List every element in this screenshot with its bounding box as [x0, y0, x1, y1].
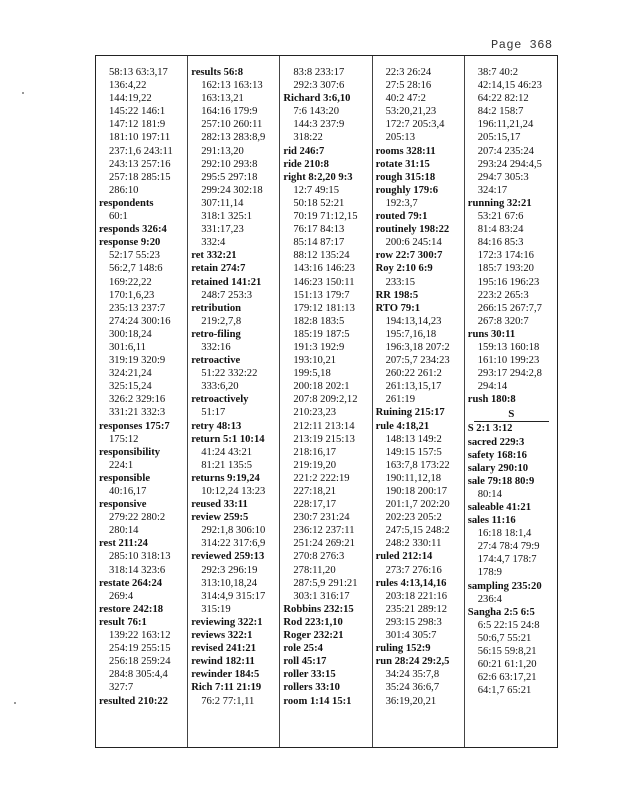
index-citation-line: 6:5 22:15 24:8	[477, 619, 540, 631]
index-citation-line: 219:19,20	[293, 459, 337, 471]
page-number-label: Page 368	[491, 38, 553, 52]
index-headword-line: Robbins 232:15	[283, 603, 354, 615]
index-citation-line: 248:7 253:3	[201, 289, 253, 301]
index-headword-line: Rod 223:1,10	[283, 616, 343, 628]
index-citation-line: 293:24 294:4,5	[477, 158, 542, 170]
index-headword-line: results 56:8	[191, 67, 244, 78]
index-headword-line: responsibility	[99, 446, 161, 458]
index-headword-line: result 76:1	[99, 616, 147, 628]
index-headword-line: reviewed 259:13	[191, 551, 265, 563]
index-citation-line: 172:7 205:3,4	[385, 119, 445, 131]
index-citation-line: 41:24 43:21	[201, 446, 253, 458]
index-citation-line: 331:17,23	[201, 224, 244, 236]
index-headword-line: sales 11:16	[467, 515, 516, 527]
index-headword-line: safety 168:16	[467, 449, 527, 461]
index-citation-line: 27:5 28:16	[385, 80, 432, 92]
index-citation-line: 51:17	[201, 407, 226, 419]
index-citation-line: 172:3 174:16	[477, 250, 534, 262]
index-citation-line: 303:1 316:17	[293, 590, 350, 602]
index-citation-line: 163:13,21	[201, 93, 244, 105]
index-citation-line: 261:19	[385, 394, 415, 406]
index-headword-line: room 1:14 15:1	[283, 695, 352, 707]
index-citation-line: 235:13 237:7	[109, 302, 166, 314]
section-letter: S	[474, 408, 549, 422]
index-headword-line: routed 79:1	[375, 211, 428, 223]
index-citation-line: 331:21 332:3	[109, 407, 166, 419]
index-citation-line: 147:12 181:9	[109, 119, 166, 131]
index-headword-line: right 8:2,20 9:3	[283, 171, 353, 183]
index-citation-line: 60:1	[109, 211, 128, 223]
index-citation-line: 58:13 63:3,17	[109, 67, 168, 78]
index-citation-line: 267:8 320:7	[477, 315, 529, 327]
index-headword-line: Ruining 215:17	[375, 407, 445, 419]
index-citation-line: 227:18,21	[293, 486, 337, 497]
index-headword-line: Sangha 2:5 6:5	[467, 606, 535, 618]
index-headword-line: rotate 31:15	[375, 158, 430, 170]
index-headword-line: rule 4:18,21	[375, 420, 430, 432]
index-citation-line: 313:10,18,24	[201, 577, 258, 589]
index-citation-line: 51:22 332:22	[201, 368, 258, 380]
index-citation-line: 314:4,9 315:17	[201, 590, 266, 602]
index-citation-line: 236:4	[477, 593, 502, 605]
index-citation-line: 248:2 330:11	[385, 538, 442, 550]
index-headword-line: RTO 79:1	[375, 302, 421, 314]
index-citation-line: 205:15,17	[477, 132, 521, 144]
index-citation-line: 181:10 197:11	[109, 132, 171, 144]
index-citation-line: 193:10,21	[293, 355, 337, 367]
index-headword-line: responsible	[99, 472, 151, 484]
index-citation-line: 256:18 259:24	[109, 656, 171, 668]
index-citation-line: 52:17 55:23	[109, 250, 160, 262]
index-citation-line: 213:19 215:13	[293, 433, 355, 445]
index-citation-line: 324:21,24	[109, 368, 152, 380]
index-citation-line: 139:22 163:12	[109, 630, 171, 642]
index-headword-line: review 259:5	[191, 512, 249, 524]
index-citation-line: 235:21 289:12	[385, 603, 448, 615]
index-headword-line: ret 332:21	[191, 250, 237, 262]
index-citation-line: 218:16,17	[293, 446, 337, 458]
index-citation-line: 307:11,14	[201, 197, 244, 209]
index-headword-line: running 32:21	[467, 197, 532, 209]
index-headword-line: retry 48:13	[191, 420, 242, 432]
index-citation-line: 53:20,21,23	[385, 106, 437, 118]
index-citation-line: 200:18 202:1	[293, 381, 350, 393]
index-citation-line: 144:19,22	[109, 93, 152, 105]
index-citation-line: 36:19,20,21	[385, 695, 437, 707]
index-citation-line: 42:14,15 46:23	[477, 80, 542, 92]
index-citation-line: 237:1,6 243:11	[109, 145, 173, 157]
index-headword-line: ruling 152:9	[375, 643, 431, 655]
index-citation-line: 169:22,22	[109, 276, 152, 288]
index-citation-line: 285:10 318:13	[109, 551, 171, 563]
index-headword-line: salary 290:10	[467, 462, 529, 474]
index-headword-line: revised 241:21	[191, 643, 257, 655]
index-citation-line: 148:13 149:2	[385, 433, 442, 445]
index-citation-line: 282:13 283:8,9	[201, 132, 266, 144]
index-citation-line: 292:10 293:8	[201, 158, 258, 170]
index-citation-line: 27:4 78:4 79:9	[477, 541, 540, 553]
index-citation-line: 260:22 261:2	[385, 368, 442, 380]
index-citation-line: 62:6 63:17,21	[477, 672, 537, 684]
index-citation-line: 318:22	[293, 132, 323, 144]
index-citation-line: 318:1 325:1	[201, 211, 253, 223]
index-headword-line: retain 274:7	[191, 263, 246, 275]
index-citation-line: 280:14	[109, 525, 139, 537]
index-citation-line: 325:15,24	[109, 381, 152, 393]
index-citation-line: 236:12 237:11	[293, 525, 355, 537]
index-citation-line: 76:2 77:1,11	[201, 695, 255, 707]
index-headword-line: Roger 232:21	[283, 630, 344, 642]
index-headword-line: returns 9:19,24	[191, 472, 260, 484]
index-citation-line: 143:16 146:23	[293, 263, 355, 275]
index-citation-line: 257:10 260:11	[201, 119, 263, 131]
index-citation-line: 284:8 305:4,4	[109, 669, 168, 681]
index-column-5	[465, 56, 557, 747]
index-headword-line: runs 30:11	[467, 328, 516, 340]
section-divider	[468, 408, 557, 422]
index-citation-line: 178:9	[477, 567, 502, 579]
index-headword-line: rollers 33:10	[283, 682, 340, 694]
index-headword-line: roughly 179:6	[375, 184, 439, 196]
index-headword-line: sale 79:18 80:9	[467, 475, 535, 487]
index-citation-line: 196:11,21,24	[477, 119, 534, 131]
index-headword-line: saleable 41:21	[467, 502, 532, 513]
index-headword-line: roller 33:15	[283, 669, 336, 681]
index-citation-line: 247:5,15 248:2	[385, 525, 450, 537]
index-headword-line: responsive	[99, 499, 147, 511]
scan-speck	[14, 702, 16, 704]
index-headword-line: rewinder 184:5	[191, 669, 260, 681]
index-column-1	[96, 56, 188, 747]
index-citation-line: 299:24 302:18	[201, 184, 263, 196]
index-citation-line: 196:3,18 207:2	[385, 341, 450, 353]
index-headword-line: sacred 229:3	[467, 436, 525, 448]
index-column-3	[280, 56, 372, 747]
index-citation-line: 293:17 294:2,8	[477, 368, 542, 380]
index-headword-line: rush 180:8	[467, 394, 516, 406]
index-citation-line: 224:1	[109, 459, 134, 471]
index-headword-line: rooms 328:11	[375, 145, 436, 157]
index-citation-line: 151:13 179:7	[293, 289, 350, 301]
index-citation-line: 332:16	[201, 341, 231, 353]
index-citation-line: 291:13,20	[201, 145, 244, 157]
index-citation-line: 185:7 193:20	[477, 263, 534, 275]
index-headword-line: restore 242:18	[99, 603, 164, 615]
index-citation-line: 195:7,16,18	[385, 328, 437, 340]
index-citation-line: 149:15 157:5	[385, 446, 442, 458]
index-citation-line: 301:6,11	[109, 341, 146, 353]
index-citation-line: 16:18 18:1,4	[477, 528, 532, 540]
index-citation-line: 40:2 47:2	[385, 93, 426, 105]
index-citation-line: 207:5,7 234:23	[385, 355, 450, 367]
index-citation-line: 294:14	[477, 381, 508, 393]
index-citation-line: 85:14 87:17	[293, 237, 345, 249]
index-headword-line: restate 264:24	[99, 577, 163, 589]
index-citation-line: 84:2 158:7	[477, 106, 524, 118]
index-citation-line: 84:16 85:3	[477, 237, 524, 249]
index-citation-line: 257:18 285:15	[109, 171, 171, 183]
index-citation-line: 81:21 135:5	[201, 459, 253, 471]
index-headword-line: retained 141:21	[191, 276, 262, 288]
index-citation-line: 315:19	[201, 603, 231, 615]
index-headword-line: reviewing 322:1	[191, 616, 263, 628]
index-citation-line: 161:10 199:23	[477, 355, 540, 367]
index-headword-line: ruled 212:14	[375, 551, 433, 563]
index-headword-line: retribution	[191, 302, 242, 314]
index-citation-line: 203:18 221:16	[385, 590, 448, 602]
index-citation-line: 292:3 307:6	[293, 80, 345, 92]
index-citation-line: 175:12	[109, 433, 139, 445]
index-citation-line: 278:11,20	[293, 564, 336, 576]
index-citation-line: 324:17	[477, 184, 508, 196]
index-headword-line: rid 246:7	[283, 145, 325, 157]
index-citation-line: 38:7 40:2	[477, 67, 519, 78]
index-citation-line: 207:4 235:24	[477, 145, 534, 157]
index-headword-line: rest 211:24	[99, 538, 148, 550]
index-column-4	[373, 56, 465, 747]
index-citation-line: 266:15 267:7,7	[477, 302, 542, 314]
index-citation-line: 293:15 298:3	[385, 616, 442, 628]
index-headword-line: routinely 198:22	[375, 224, 450, 236]
index-citation-line: 163:7,8 173:22	[385, 459, 450, 471]
index-headword-line: role 25:4	[283, 643, 323, 655]
index-headword-line: reviews 322:1	[191, 630, 253, 642]
index-citation-line: 60:21 61:1,20	[477, 659, 537, 671]
index-citation-line: 221:2 222:19	[293, 472, 350, 484]
index-headword-line: reused 33:11	[191, 499, 248, 511]
index-headword-line: run 28:24 29:2,5	[375, 656, 450, 668]
index-column-2	[188, 56, 280, 747]
index-citation-line: 223:2 265:3	[477, 289, 529, 301]
index-citation-line: 194:13,14,23	[385, 315, 442, 327]
index-headword-line: Rich 7:11 21:19	[191, 682, 262, 694]
index-headword-line: ride 210:8	[283, 158, 329, 170]
index-citation-line: 230:7 231:24	[293, 512, 350, 524]
index-citation-line: 254:19 255:15	[109, 643, 171, 655]
index-headword-line: rough 315:18	[375, 171, 436, 183]
index-headword-line: return 5:1 10:14	[191, 433, 265, 445]
index-citation-line: 83:8 233:17	[293, 67, 345, 78]
index-citation-line: 34:24 35:7,8	[385, 669, 440, 681]
index-citation-line: 332:4	[201, 237, 226, 249]
index-citation-line: 261:13,15,17	[385, 381, 442, 393]
index-citation-line: 301:4 305:7	[385, 630, 437, 642]
index-citation-line: 233:15	[385, 276, 415, 288]
index-citation-line: 199:5,18	[293, 368, 331, 380]
index-citation-line: 200:6 245:14	[385, 237, 442, 249]
index-citation-line: 314:22 317:6,9	[201, 538, 266, 550]
index-citation-line: 273:7 276:16	[385, 564, 442, 576]
index-citation-line: 207:8 209:2,12	[293, 394, 358, 406]
index-citation-line: 327:7	[109, 682, 134, 694]
index-citation-line: 7:6 143:20	[293, 106, 339, 118]
index-citation-line: 53:21 67:6	[477, 211, 524, 223]
index-citation-line: 326:2 329:16	[109, 394, 166, 406]
index-citation-line: 286:10	[109, 184, 139, 196]
index-citation-line: 190:11,12,18	[385, 472, 442, 484]
index-citation-line: 88:12 135:24	[293, 250, 350, 262]
index-citation-line: 318:14 323:6	[109, 564, 166, 576]
index-headword-line: retroactive	[191, 355, 241, 367]
index-citation-line: 190:18 200:17	[385, 486, 448, 497]
index-citation-line: 192:3,7	[385, 197, 418, 209]
index-headword-line: rules 4:13,14,16	[375, 577, 447, 589]
index-citation-line: 50:18 52:21	[293, 197, 345, 209]
index-headword-line: RR 198:5	[375, 289, 419, 301]
index-citation-line: 300:18,24	[109, 328, 152, 340]
index-citation-line: 191:3 192:9	[293, 341, 345, 353]
index-headword-line: roll 45:17	[283, 656, 327, 668]
index-citation-line: 295:5 297:18	[201, 171, 258, 183]
index-headword-line: responds 326:4	[99, 224, 167, 236]
index-citation-line: 195:16 196:23	[477, 276, 540, 288]
index-headword-line: respondents	[99, 197, 154, 209]
index-headword-line: retroactively	[191, 394, 249, 406]
index-citation-line: 170:1,6,23	[109, 289, 155, 301]
index-citation-line: 333:6,20	[201, 381, 239, 393]
index-citation-line: 64:1,7 65:21	[477, 685, 532, 697]
index-citation-line: 205:13	[385, 132, 415, 144]
index-citation-line: 50:6,7 55:21	[477, 632, 532, 644]
index-citation-line: 243:13 257:16	[109, 158, 171, 170]
index-citation-line: 70:19 71:12,15	[293, 211, 358, 223]
index-citation-line: 202:23 205:2	[385, 512, 442, 524]
index-headword-line: retro-filing	[191, 328, 241, 340]
index-citation-line: 56:15 59:8,21	[477, 646, 537, 658]
index-citation-line: 40:16,17	[109, 486, 147, 497]
index-citation-line: 174:4,7 178:7	[477, 554, 537, 566]
index-headword-line: Richard 3:6,10	[283, 93, 351, 105]
index-citation-line: 56:2,7 148:6	[109, 263, 163, 275]
index-citation-line: 145:22 146:1	[109, 106, 166, 118]
index-citation-line: 159:13 160:18	[477, 341, 540, 353]
index-citation-line: 274:24 300:16	[109, 315, 171, 327]
index-headword-line: response 9:20	[99, 237, 161, 249]
index-citation-line: 80:14	[477, 488, 502, 500]
index-citation-line: 164:16 179:9	[201, 106, 258, 118]
index-headword-line: row 22:7 300:7	[375, 250, 443, 262]
index-headword-line: Roy 2:10 6:9	[375, 263, 433, 275]
index-citation-line: 201:1,7 202:20	[385, 499, 450, 511]
index-table	[95, 55, 558, 748]
index-citation-line: 228:17,17	[293, 499, 337, 511]
index-citation-line: 212:11 213:14	[293, 420, 355, 432]
scan-speck	[22, 92, 24, 94]
index-citation-line: 185:19 187:5	[293, 328, 350, 340]
index-citation-line: 136:4,22	[109, 80, 147, 92]
index-citation-line: 292:1,8 306:10	[201, 525, 266, 537]
index-citation-line: 182:8 183:5	[293, 315, 345, 327]
index-citation-line: 287:5,9 291:21	[293, 577, 358, 589]
index-citation-line: 279:22 280:2	[109, 512, 166, 524]
index-headword-line: sampling 235:20	[467, 580, 542, 592]
index-citation-line: 146:23 150:11	[293, 276, 355, 288]
index-citation-line: 144:3 237:9	[293, 119, 345, 131]
index-citation-line: 319:19 320:9	[109, 355, 166, 367]
index-citation-line: 81:4 83:24	[477, 224, 524, 236]
index-citation-line: 162:13 163:13	[201, 80, 263, 92]
index-headword-line: rewind 182:11	[191, 656, 255, 668]
index-citation-line: 294:7 305:3	[477, 171, 529, 183]
index-citation-line: 22:3 26:24	[385, 67, 432, 78]
index-citation-line: 251:24 269:21	[293, 538, 355, 550]
index-citation-line: 270:8 276:3	[293, 551, 345, 563]
index-citation-line: 179:12 181:13	[293, 302, 355, 314]
index-citation-line: 12:7 49:15	[293, 184, 339, 196]
index-citation-line: 10:12,24 13:23	[201, 486, 266, 497]
index-citation-line: 219:2,7,8	[201, 315, 242, 327]
index-headword-line: resulted 210:22	[99, 695, 168, 707]
index-citation-line: 269:4	[109, 590, 134, 602]
index-citation-line: 76:17 84:13	[293, 224, 345, 236]
index-citation-line: 292:3 296:19	[201, 564, 258, 576]
index-citation-line: 35:24 36:6,7	[385, 682, 440, 694]
index-headword-line: S 2:1 3:12	[467, 423, 513, 435]
index-citation-line: 210:23,23	[293, 407, 337, 419]
index-headword-line: responses 175:7	[99, 420, 170, 432]
index-citation-line: 64:22 82:12	[477, 93, 529, 105]
